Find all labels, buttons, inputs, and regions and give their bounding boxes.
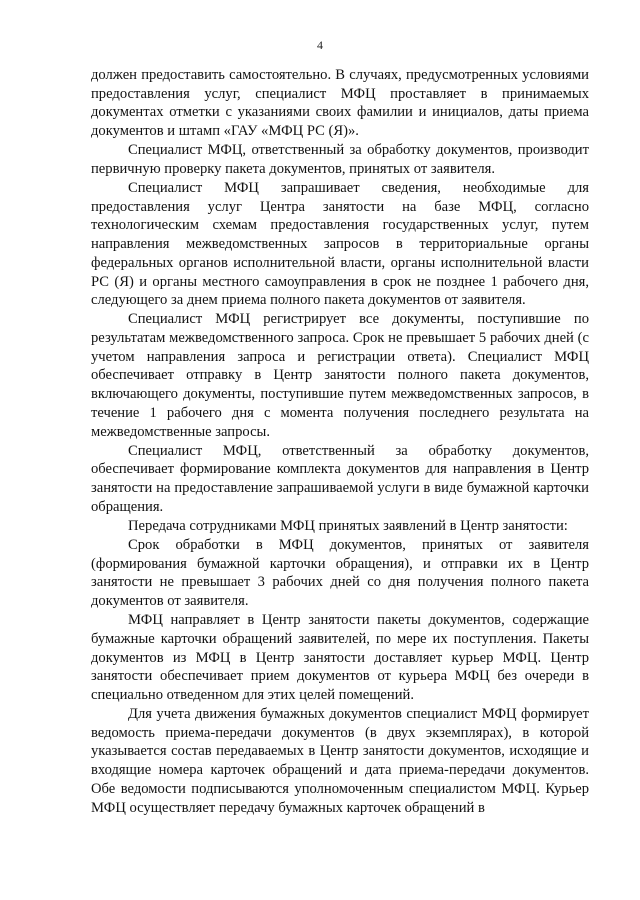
paragraph: Специалист МФЦ, ответственный за обработку документов, производит первичную проверку пакета документов, принятых от заявителя. [91, 142, 589, 177]
paragraph: Специалист МФЦ регистрирует все документы, поступившие по результатам межведомственного запроса. Срок не превышает 5 рабочих дней (с учетом направления запроса и регистрации ответа). Специалист МФЦ обеспечивает отправку в Центр занятости полного пакета документов, включающего документы, поступившие путем межведомственных запросов, в течение 1 рабочего дня с момента получения последнего результата на межведомственные запросы. [91, 311, 589, 440]
paragraph: должен предоставить самостоятельно. В случаях, предусмотренных условиями предоставления услуг, специалист МФЦ проставляет в принимаемых документах отметки с указаниями своих фамилии и инициалов, даты приема документов и штамп «ГАУ «МФЦ РС (Я)». [91, 67, 589, 140]
page-number: 4 [317, 38, 323, 52]
document-body [91, 66, 589, 817]
paragraph: Специалист МФЦ запрашивает сведения, необходимые для предоставления услуг Центра занятости на базе МФЦ, согласно технологическим схемам предоставления государственных услуг, путем направления межведомственных запросов в территориальные органы федеральных органов исполнительной власти, органы исполнительной власти РС (Я) и органы местного самоуправления в срок не позднее 1 рабочего дня, следующего за днем приема полного пакета документов от заявителя. [91, 180, 589, 309]
paragraph: Срок обработки в МФЦ документов, принятых от заявителя (формирования бумажной карточки обращения), и отправки их в Центр занятости не превышает 3 рабочих дней со дня получения полного пакета документов от заявителя. [91, 536, 589, 610]
paragraph: Передача сотрудниками МФЦ принятых заявлений в Центр занятости: [128, 517, 568, 534]
paragraph: Для учета движения бумажных документов специалист МФЦ формирует ведомость приема-передачи документов (в двух экземплярах), в которой указывается состав передаваемых в Центр занятости документов, исходящие и входящие номера карточек обращений и дата приема-передачи документов. Обе ведомости подписываются уполномоченным специалистом МФЦ. Курьер МФЦ осуществляет передачу бумажных карточек обращений в [91, 706, 589, 816]
paragraph: Специалист МФЦ, ответственный за обработку документов, обеспечивает формирование комплекта документов для направления в Центр занятости на предоставление запрашиваемой услуги в виде бумажной карточки обращения. [91, 442, 589, 515]
paragraph: МФЦ направляет в Центр занятости пакеты документов, содержащие бумажные карточки обращений заявителей, по мере их поступления. Пакеты документов из МФЦ в Центр занятости доставляет курьер МФЦ. Центр занятости обеспечивает прием документов от курьера МФЦ без очереди в специально отведенном для этих целей помещений. [91, 612, 589, 703]
